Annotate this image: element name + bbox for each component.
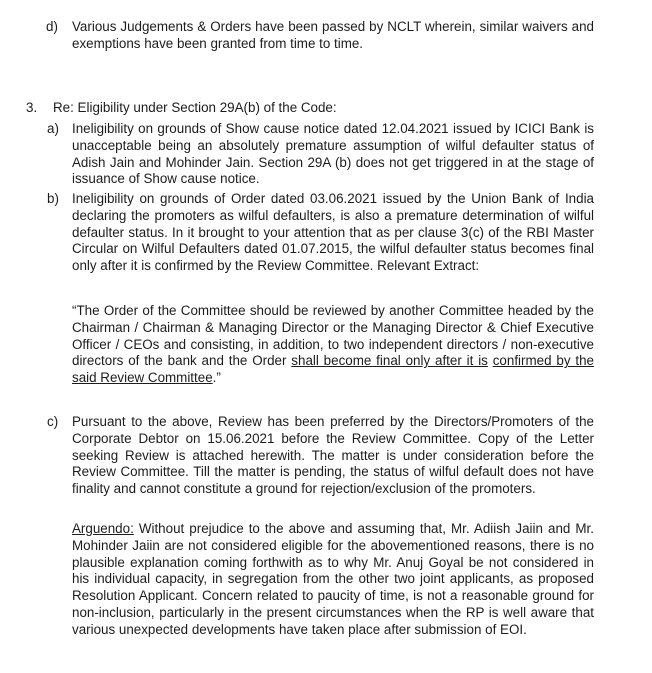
arguendo-text: Without prejudice to the above and assuming that, Mr. Adiish Jaiin and Mr. Mohinder Jaiin are not considered eligible for the abovementioned reasons, there is no plausible explanation coming forthwith as to why Mr. Anuj Goyal be not considered in his individual capacity, in segregation from the other two joint applicants, as proposed Resolution Applicant. Concern related to paucity of time, is not a reasonable ground for non-inclusion, particularly in the present circumstances when the RP is well aware that various unexpected developments have taken place after submission of EOI.	[72, 521, 594, 637]
quote-underlined-confirmed: confirmed by the said Review Committee	[72, 353, 594, 386]
arguendo-paragraph	[72, 521, 594, 639]
item-b-text: Ineligibility on grounds of Order dated 03.06.2021 issued by the Union Bank of India declaring the promoters as wilful defaulters, is also a premature determination of wilful defaulter status. In it brought to your attention that as per clause 3(c) of the RBI Master Circular on Wilful Defaulters dated 01.07.2015, the wilful defaulter status becomes final only after it is confirmed by the Review Committee. Relevant Extract:	[72, 191, 594, 274]
quote-underlined-final: shall become final only after it is	[291, 353, 488, 369]
relevant-extract-quote	[72, 303, 594, 387]
quote-text: “The Order of the Committee should be reviewed by another Committee headed by the Chairman / Chairman & Managing Director or the Managing Director & Chief Executive Officer / CEOs and consisting, in addition, to two independent directors / non-executive directors of the bank and the Order	[72, 303, 594, 369]
quote-end: .”	[212, 370, 221, 386]
section-3-title: Re: Eligibility under Section 29A(b) of the Code:	[53, 100, 337, 115]
item-c-marker: c)	[47, 414, 59, 429]
item-b-marker: b)	[47, 191, 59, 206]
section-3-number: 3.	[26, 100, 38, 115]
item-d-marker: d)	[46, 19, 58, 34]
item-c-text: Pursuant to the above, Review has been preferred by the Directors/Promoters of the Corporate Debtor on 15.06.2021 before the Review Committee. Copy of the Letter seeking Review is attached herewith. The matter is under consideration before the Review Committee. Till the matter is pending, the status of wilful default does not have finality and cannot constitute a ground for rejection/exclusion of the promoters.	[72, 414, 594, 497]
item-a-marker: a)	[47, 121, 59, 136]
arguendo-label: Arguendo:	[72, 521, 134, 536]
item-a-text: Ineligibility on grounds of Show cause notice dated 12.04.2021 issued by ICICI Bank is unacceptable being an absolutely premature assumption of wilful defaulter status of Adish Jain and Mohinder Jain. Section 29A (b) does not get triggered in at the stage of issuance of Show cause notice.	[72, 121, 594, 187]
item-d-text: Various Judgements & Orders have been passed by NCLT wherein, similar waivers and exemptions have been granted from time to time.	[72, 19, 594, 51]
